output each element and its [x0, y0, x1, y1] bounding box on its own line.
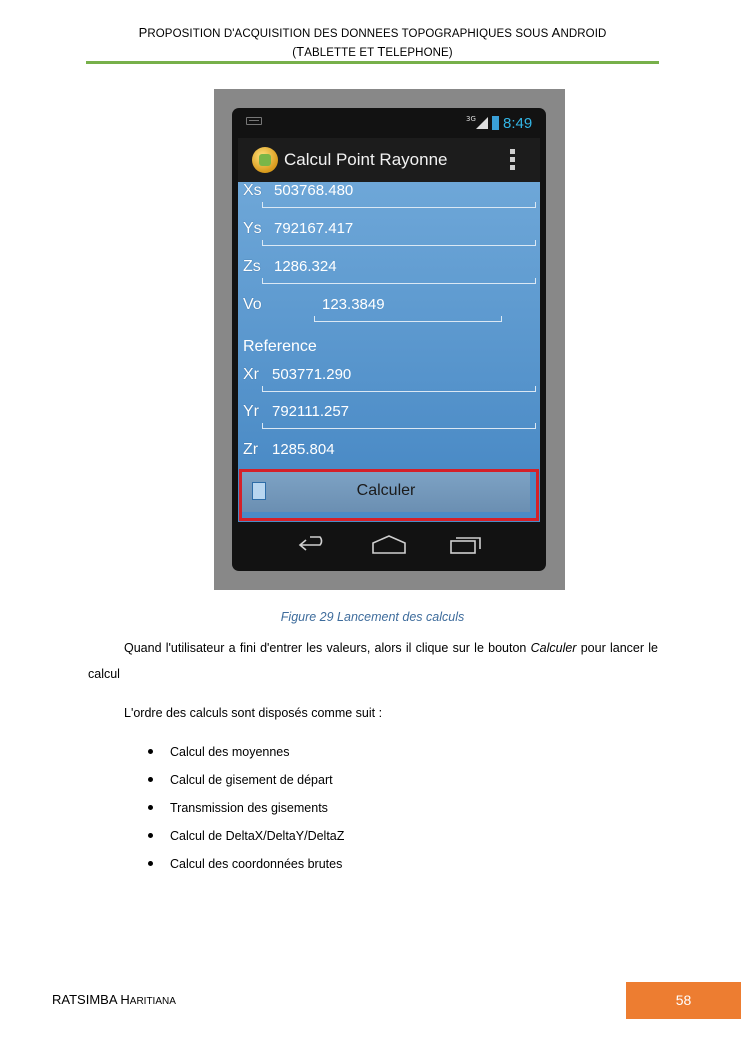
page-number-box	[626, 982, 741, 1019]
status-bar	[232, 108, 546, 136]
field-label: Zs	[243, 258, 261, 275]
list-item: Transmission des gisements	[148, 796, 344, 824]
input-underline	[262, 386, 536, 392]
calculation-steps-list	[148, 740, 344, 880]
recent-apps-icon[interactable]	[449, 535, 483, 555]
field-label: Yr	[243, 403, 259, 420]
calculer-button-label: Calculer	[356, 482, 416, 499]
back-icon[interactable]	[298, 536, 328, 554]
paragraph-2: L'ordre des calculs sont disposés comme suit :	[124, 706, 383, 720]
signal-icon	[476, 117, 488, 129]
zs-input[interactable]: 1286.324	[274, 258, 337, 275]
navigation-bar	[232, 522, 546, 571]
ys-input[interactable]: 792167.417	[274, 220, 354, 237]
network-type: 3G	[466, 115, 476, 123]
phone-device	[232, 108, 546, 571]
field-zr	[238, 441, 540, 471]
header-line-1: PROPOSITION D'ACQUISITION DES DONNEES TOPOGRAPHIQUES SOUS ANDROID	[138, 25, 607, 40]
field-vo	[238, 296, 540, 326]
header-line-2: (TABLETTE ET TELEPHONE)	[292, 44, 453, 59]
field-xr	[238, 366, 540, 396]
xr-input[interactable]: 503771.290	[272, 366, 352, 383]
action-bar	[238, 138, 540, 182]
list-item: Calcul de gisement de départ	[148, 768, 344, 796]
header-rule	[86, 61, 659, 64]
field-xs	[238, 182, 540, 212]
button-area	[238, 468, 540, 522]
input-underline	[262, 202, 536, 208]
paragraph-1: Quand l'utilisateur a fini d'entrer les valeurs, alors il clique sur le bouton Calculer pour lancer le calcul	[88, 641, 658, 681]
field-yr	[238, 403, 540, 433]
list-item: Calcul des coordonnées brutes	[148, 852, 344, 880]
status-time: 8:49	[503, 115, 533, 132]
keyboard-icon	[246, 117, 262, 125]
field-label: Ys	[243, 220, 262, 237]
running-header	[86, 24, 659, 62]
vo-input[interactable]: 123.3849	[322, 296, 385, 313]
input-underline	[314, 316, 502, 322]
xs-input[interactable]: 503768.480	[274, 182, 354, 199]
app-title: Calcul Point Rayonne	[284, 150, 448, 169]
field-label: Zr	[243, 441, 259, 458]
overflow-menu-icon[interactable]	[510, 149, 515, 171]
field-label: Xr	[243, 366, 259, 383]
home-icon[interactable]	[371, 535, 407, 555]
list-item: Calcul de DeltaX/DeltaY/DeltaZ	[148, 824, 344, 852]
footer-author: RATSIMBA HARITIANA	[52, 992, 176, 1007]
figure-caption: Figure 29 Lancement des calculs	[280, 610, 465, 624]
page-number: 58	[675, 992, 692, 1008]
list-item: Calcul des moyennes	[148, 740, 344, 768]
field-zs	[238, 258, 540, 288]
field-label: Xs	[243, 182, 262, 199]
app-icon[interactable]	[252, 147, 278, 173]
input-underline	[262, 423, 536, 429]
field-label: Vo	[243, 296, 262, 313]
field-ys	[238, 220, 540, 250]
zr-input[interactable]: 1285.804	[272, 441, 335, 458]
input-underline	[262, 240, 536, 246]
calculer-button[interactable]	[242, 472, 530, 512]
battery-icon	[492, 116, 499, 130]
input-form	[238, 182, 540, 468]
reference-heading: Reference	[243, 338, 317, 355]
phone-screenshot	[214, 89, 565, 590]
input-underline	[262, 278, 536, 284]
yr-input[interactable]: 792111.257	[272, 403, 350, 420]
